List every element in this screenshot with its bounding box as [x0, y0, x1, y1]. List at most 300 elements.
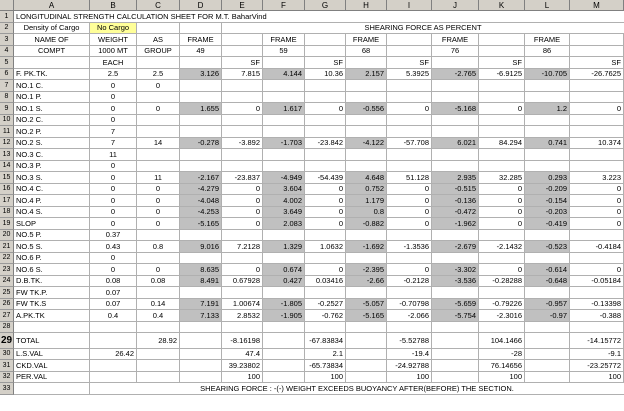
data-cell[interactable] [525, 253, 570, 265]
data-cell[interactable]: -3.302 [432, 264, 479, 276]
header-weight[interactable]: WEIGHT [90, 34, 137, 46]
data-cell[interactable] [432, 253, 479, 265]
data-cell[interactable]: -0.957 [525, 299, 570, 311]
data-cell[interactable] [387, 253, 432, 265]
data-cell[interactable] [90, 322, 137, 334]
data-cell[interactable]: 0 [387, 218, 432, 230]
cell[interactable] [305, 46, 346, 58]
data-cell[interactable]: 0.8 [137, 241, 180, 253]
data-cell[interactable]: 0 [90, 195, 137, 207]
column-header-a[interactable]: A [14, 0, 90, 11]
data-cell[interactable]: -5.659 [432, 299, 479, 311]
data-cell[interactable]: 1.655 [180, 103, 222, 115]
data-cell[interactable]: -0.154 [525, 195, 570, 207]
data-cell[interactable]: 0 [222, 207, 263, 219]
data-cell[interactable]: 1.329 [263, 241, 305, 253]
data-cell[interactable]: -0.419 [525, 218, 570, 230]
data-cell[interactable]: -0.28288 [479, 276, 525, 288]
data-cell[interactable] [432, 372, 479, 384]
data-cell[interactable] [263, 287, 305, 299]
data-cell[interactable] [222, 149, 263, 161]
column-header-g[interactable]: G [305, 0, 346, 11]
data-cell[interactable]: 1.179 [346, 195, 387, 207]
data-cell[interactable] [263, 349, 305, 361]
data-cell[interactable]: 14 [137, 138, 180, 150]
data-cell[interactable]: 3.604 [263, 184, 305, 196]
data-cell[interactable]: 4.648 [346, 172, 387, 184]
data-cell[interactable]: -1.703 [263, 138, 305, 150]
data-cell[interactable]: 7.133 [180, 310, 222, 322]
data-cell[interactable] [387, 161, 432, 173]
data-cell[interactable]: -0.882 [346, 218, 387, 230]
header-frame[interactable]: FRAME [263, 34, 305, 46]
data-cell[interactable] [387, 115, 432, 127]
row-header-27[interactable]: 27 [0, 310, 14, 322]
data-cell[interactable] [346, 115, 387, 127]
data-cell[interactable]: 11 [90, 149, 137, 161]
select-all-corner[interactable] [0, 0, 14, 11]
row-header-2[interactable]: 2 [0, 23, 14, 35]
data-cell[interactable] [346, 349, 387, 361]
data-cell[interactable] [137, 322, 180, 334]
data-cell[interactable]: -5.168 [432, 103, 479, 115]
data-cell[interactable]: 7 [90, 138, 137, 150]
data-cell[interactable]: 0 [137, 195, 180, 207]
header-sf[interactable]: SF [222, 57, 263, 69]
data-cell[interactable] [525, 80, 570, 92]
data-cell[interactable]: 0 [305, 103, 346, 115]
data-cell[interactable] [525, 322, 570, 334]
row-label[interactable]: FW TK.P. [14, 287, 90, 299]
data-cell[interactable]: 2.8532 [222, 310, 263, 322]
data-cell[interactable]: 0.07 [90, 287, 137, 299]
data-cell[interactable] [90, 333, 137, 349]
data-cell[interactable] [479, 126, 525, 138]
data-cell[interactable] [222, 161, 263, 173]
data-cell[interactable]: 0 [305, 184, 346, 196]
data-cell[interactable]: 0.427 [263, 276, 305, 288]
data-cell[interactable] [432, 161, 479, 173]
data-cell[interactable]: -4.253 [180, 207, 222, 219]
data-cell[interactable]: 1.0632 [305, 241, 346, 253]
data-cell[interactable]: 0 [90, 184, 137, 196]
data-cell[interactable] [479, 115, 525, 127]
data-cell[interactable]: -5.057 [346, 299, 387, 311]
data-cell[interactable] [222, 115, 263, 127]
column-header-l[interactable]: L [525, 0, 570, 11]
data-cell[interactable]: 0 [305, 207, 346, 219]
data-cell[interactable] [346, 333, 387, 349]
data-cell[interactable]: 0 [222, 103, 263, 115]
data-cell[interactable] [570, 230, 624, 242]
frame-number[interactable]: 86 [525, 46, 570, 58]
data-cell[interactable]: 0 [137, 264, 180, 276]
data-cell[interactable] [180, 161, 222, 173]
data-cell[interactable]: -57.708 [387, 138, 432, 150]
data-cell[interactable] [570, 253, 624, 265]
row-header-30[interactable]: 30 [0, 349, 14, 361]
data-cell[interactable]: -0.209 [525, 184, 570, 196]
data-cell[interactable] [570, 80, 624, 92]
row-header-20[interactable]: 20 [0, 230, 14, 242]
column-header-h[interactable]: H [346, 0, 387, 11]
data-cell[interactable] [346, 230, 387, 242]
data-cell[interactable]: -0.515 [432, 184, 479, 196]
data-cell[interactable] [570, 322, 624, 334]
data-cell[interactable] [525, 115, 570, 127]
data-cell[interactable]: -0.523 [525, 241, 570, 253]
cell[interactable] [180, 23, 222, 35]
data-cell[interactable] [432, 149, 479, 161]
data-cell[interactable]: 0 [305, 218, 346, 230]
row-header-12[interactable]: 12 [0, 138, 14, 150]
data-cell[interactable]: -5.165 [180, 218, 222, 230]
data-cell[interactable]: -0.2527 [305, 299, 346, 311]
row-header-14[interactable]: 14 [0, 161, 14, 173]
data-cell[interactable] [387, 230, 432, 242]
column-header-b[interactable]: B [90, 0, 137, 11]
data-cell[interactable] [263, 360, 305, 372]
cell[interactable] [222, 34, 263, 46]
cell[interactable] [387, 46, 432, 58]
data-cell[interactable]: 0 [90, 161, 137, 173]
cell[interactable] [525, 57, 570, 69]
data-cell[interactable] [432, 115, 479, 127]
data-cell[interactable] [180, 322, 222, 334]
data-cell[interactable]: 7.815 [222, 69, 263, 81]
header-sf[interactable]: SF [305, 57, 346, 69]
data-cell[interactable]: 47.4 [222, 349, 263, 361]
data-cell[interactable] [432, 287, 479, 299]
data-cell[interactable] [137, 360, 180, 372]
row-header-21[interactable]: 21 [0, 241, 14, 253]
data-cell[interactable]: 0 [479, 207, 525, 219]
data-cell[interactable]: 0 [479, 195, 525, 207]
data-cell[interactable]: 2.5 [90, 69, 137, 81]
data-cell[interactable] [305, 115, 346, 127]
data-cell[interactable] [479, 287, 525, 299]
data-cell[interactable]: 0.674 [263, 264, 305, 276]
header-frame[interactable]: FRAME [180, 34, 222, 46]
data-cell[interactable]: 39.23802 [222, 360, 263, 372]
data-cell[interactable] [387, 126, 432, 138]
data-cell[interactable]: -4.279 [180, 184, 222, 196]
data-cell[interactable]: -2.66 [346, 276, 387, 288]
data-cell[interactable]: -2.765 [432, 69, 479, 81]
row-header-5[interactable]: 5 [0, 57, 14, 69]
data-cell[interactable] [570, 149, 624, 161]
data-cell[interactable]: 0 [222, 195, 263, 207]
data-cell[interactable]: 0.14 [137, 299, 180, 311]
cell[interactable] [479, 46, 525, 58]
data-cell[interactable]: -10.705 [525, 69, 570, 81]
title-cell[interactable]: LONGITUDINAL STRENGTH CALCULATION SHEET FOR M.T. BaharVind [14, 11, 624, 23]
data-cell[interactable]: 0 [387, 103, 432, 115]
data-cell[interactable] [263, 92, 305, 104]
data-cell[interactable]: 0 [387, 195, 432, 207]
data-cell[interactable] [387, 322, 432, 334]
data-cell[interactable]: -26.7625 [570, 69, 624, 81]
data-cell[interactable]: 0.752 [346, 184, 387, 196]
data-cell[interactable]: 0.08 [137, 276, 180, 288]
cell[interactable] [432, 57, 479, 69]
row-header-25[interactable]: 25 [0, 287, 14, 299]
data-cell[interactable]: 0.43 [90, 241, 137, 253]
data-cell[interactable]: 0 [305, 264, 346, 276]
data-cell[interactable]: 100 [387, 372, 432, 384]
row-label[interactable]: TOTAL [14, 333, 90, 349]
frame-number[interactable]: 49 [180, 46, 222, 58]
cell[interactable] [570, 34, 624, 46]
data-cell[interactable]: 100 [570, 372, 624, 384]
data-cell[interactable]: 0.8 [346, 207, 387, 219]
data-cell[interactable]: 0 [305, 195, 346, 207]
data-cell[interactable] [346, 287, 387, 299]
data-cell[interactable] [222, 92, 263, 104]
footer-note[interactable]: SHEARING FORCE : -(-) WEIGHT EXCEEDS BUOYANCY AFTER(BEFORE) THE SECTION. [90, 383, 624, 395]
row-label[interactable]: NO.1 P. [14, 92, 90, 104]
data-cell[interactable]: -14.15772 [570, 333, 624, 349]
data-cell[interactable] [525, 92, 570, 104]
data-cell[interactable] [180, 372, 222, 384]
data-cell[interactable] [137, 287, 180, 299]
column-header-k[interactable]: K [479, 0, 525, 11]
data-cell[interactable] [479, 92, 525, 104]
column-header-c[interactable]: C [137, 0, 180, 11]
data-cell[interactable]: -0.13398 [570, 299, 624, 311]
cell[interactable] [570, 46, 624, 58]
data-cell[interactable] [263, 126, 305, 138]
row-label[interactable]: SLOP [14, 218, 90, 230]
row-label[interactable]: NO.6 S. [14, 264, 90, 276]
data-cell[interactable]: 8.491 [180, 276, 222, 288]
data-cell[interactable]: 2.1 [305, 349, 346, 361]
data-cell[interactable]: -0.614 [525, 264, 570, 276]
data-cell[interactable] [432, 349, 479, 361]
row-label[interactable]: NO.5 P. [14, 230, 90, 242]
data-cell[interactable] [432, 80, 479, 92]
column-header-m[interactable]: M [570, 0, 624, 11]
data-cell[interactable]: -1.905 [263, 310, 305, 322]
data-cell[interactable]: 9.016 [180, 241, 222, 253]
data-cell[interactable] [346, 322, 387, 334]
cell[interactable] [305, 34, 346, 46]
data-cell[interactable]: 7 [90, 126, 137, 138]
row-header-13[interactable]: 13 [0, 149, 14, 161]
row-header-28[interactable]: 28 [0, 322, 14, 334]
data-cell[interactable] [263, 149, 305, 161]
data-cell[interactable]: -2.679 [432, 241, 479, 253]
row-header-24[interactable]: 24 [0, 276, 14, 288]
data-cell[interactable] [222, 253, 263, 265]
row-label[interactable]: A.PK.TK [14, 310, 90, 322]
data-cell[interactable] [346, 372, 387, 384]
data-cell[interactable]: 0 [137, 207, 180, 219]
data-cell[interactable]: -23.837 [222, 172, 263, 184]
data-cell[interactable] [305, 126, 346, 138]
data-cell[interactable] [432, 230, 479, 242]
data-cell[interactable] [525, 287, 570, 299]
data-cell[interactable]: 0 [222, 218, 263, 230]
data-cell[interactable]: -0.79226 [479, 299, 525, 311]
data-cell[interactable] [263, 372, 305, 384]
row-label[interactable]: D.B.TK. [14, 276, 90, 288]
data-cell[interactable] [137, 161, 180, 173]
data-cell[interactable]: 104.1466 [479, 333, 525, 349]
data-cell[interactable] [387, 287, 432, 299]
data-cell[interactable] [305, 92, 346, 104]
row-header-29[interactable]: 29 [0, 333, 14, 349]
data-cell[interactable] [305, 149, 346, 161]
row-header-22[interactable]: 22 [0, 253, 14, 265]
data-cell[interactable]: 0 [90, 253, 137, 265]
row-label[interactable]: NO.1 S. [14, 103, 90, 115]
data-cell[interactable] [570, 161, 624, 173]
data-cell[interactable] [387, 92, 432, 104]
data-cell[interactable]: 10.36 [305, 69, 346, 81]
data-cell[interactable]: 0.293 [525, 172, 570, 184]
data-cell[interactable]: -67.83834 [305, 333, 346, 349]
data-cell[interactable]: -0.278 [180, 138, 222, 150]
data-cell[interactable]: 100 [479, 372, 525, 384]
data-cell[interactable] [180, 149, 222, 161]
header-sf[interactable]: SF [570, 57, 624, 69]
data-cell[interactable]: 0 [137, 218, 180, 230]
header-frame[interactable]: FRAME [346, 34, 387, 46]
data-cell[interactable]: 0 [137, 103, 180, 115]
data-cell[interactable]: -0.472 [432, 207, 479, 219]
header-compt[interactable]: COMPT [14, 46, 90, 58]
data-cell[interactable] [222, 322, 263, 334]
data-cell[interactable]: 1.617 [263, 103, 305, 115]
row-header-19[interactable]: 19 [0, 218, 14, 230]
data-cell[interactable]: 0 [90, 103, 137, 115]
data-cell[interactable] [479, 80, 525, 92]
data-cell[interactable] [305, 230, 346, 242]
data-cell[interactable]: 28.92 [137, 333, 180, 349]
data-cell[interactable] [180, 230, 222, 242]
row-label[interactable]: NO.3 P. [14, 161, 90, 173]
row-header-18[interactable]: 18 [0, 207, 14, 219]
data-cell[interactable]: -3.892 [222, 138, 263, 150]
data-cell[interactable]: 0 [387, 184, 432, 196]
row-header-3[interactable]: 3 [0, 34, 14, 46]
data-cell[interactable] [222, 287, 263, 299]
data-cell[interactable] [222, 230, 263, 242]
data-cell[interactable]: 100 [305, 372, 346, 384]
data-cell[interactable]: -0.648 [525, 276, 570, 288]
cell[interactable] [137, 23, 180, 35]
data-cell[interactable] [525, 230, 570, 242]
header-sf[interactable]: SF [479, 57, 525, 69]
data-cell[interactable]: -1.3536 [387, 241, 432, 253]
header-group[interactable]: GROUP [137, 46, 180, 58]
density-label[interactable]: Density of Cargo [14, 23, 90, 35]
data-cell[interactable] [432, 126, 479, 138]
data-cell[interactable]: 3.126 [180, 69, 222, 81]
row-label[interactable] [14, 322, 90, 334]
data-cell[interactable] [180, 287, 222, 299]
data-cell[interactable] [525, 333, 570, 349]
row-label[interactable]: NO.5 S. [14, 241, 90, 253]
data-cell[interactable] [432, 322, 479, 334]
data-cell[interactable] [180, 333, 222, 349]
data-cell[interactable]: 0 [90, 264, 137, 276]
data-cell[interactable] [263, 322, 305, 334]
data-cell[interactable] [180, 80, 222, 92]
data-cell[interactable] [305, 253, 346, 265]
row-label[interactable]: NO.2 P. [14, 126, 90, 138]
data-cell[interactable] [432, 360, 479, 372]
data-cell[interactable]: 0 [90, 92, 137, 104]
data-cell[interactable] [263, 80, 305, 92]
data-cell[interactable]: 0 [222, 184, 263, 196]
data-cell[interactable]: 0.741 [525, 138, 570, 150]
data-cell[interactable]: -24.92788 [387, 360, 432, 372]
data-cell[interactable]: 1.2 [525, 103, 570, 115]
data-cell[interactable]: -5.754 [432, 310, 479, 322]
data-cell[interactable] [346, 80, 387, 92]
cell[interactable] [14, 383, 90, 395]
density-value[interactable]: No Cargo [90, 23, 137, 35]
header-name-of[interactable]: NAME OF [14, 34, 90, 46]
data-cell[interactable] [222, 80, 263, 92]
data-cell[interactable]: -5.52788 [387, 333, 432, 349]
data-cell[interactable] [180, 360, 222, 372]
data-cell[interactable]: 8.635 [180, 264, 222, 276]
data-cell[interactable]: 0.07 [90, 299, 137, 311]
data-cell[interactable]: -6.9125 [479, 69, 525, 81]
data-cell[interactable]: 0 [570, 207, 624, 219]
data-cell[interactable] [180, 126, 222, 138]
row-label[interactable]: NO.3 C. [14, 149, 90, 161]
data-cell[interactable] [137, 253, 180, 265]
data-cell[interactable] [479, 149, 525, 161]
cell[interactable] [14, 57, 90, 69]
data-cell[interactable]: -23.25772 [570, 360, 624, 372]
data-cell[interactable] [525, 360, 570, 372]
row-label[interactable]: NO.2 C. [14, 115, 90, 127]
data-cell[interactable]: 0 [570, 264, 624, 276]
column-header-e[interactable]: E [222, 0, 263, 11]
data-cell[interactable]: 26.42 [90, 349, 137, 361]
data-cell[interactable]: 0.37 [90, 230, 137, 242]
data-cell[interactable] [263, 161, 305, 173]
data-cell[interactable]: 0 [570, 184, 624, 196]
row-header-32[interactable]: 32 [0, 372, 14, 384]
frame-number[interactable]: 59 [263, 46, 305, 58]
row-header-33[interactable]: 33 [0, 383, 14, 395]
data-cell[interactable]: -1.805 [263, 299, 305, 311]
data-cell[interactable]: 4.002 [263, 195, 305, 207]
row-header-4[interactable]: 4 [0, 46, 14, 58]
data-cell[interactable]: 0 [222, 264, 263, 276]
data-cell[interactable] [346, 360, 387, 372]
row-header-23[interactable]: 23 [0, 264, 14, 276]
data-cell[interactable]: -65.73834 [305, 360, 346, 372]
data-cell[interactable]: 1.00674 [222, 299, 263, 311]
data-cell[interactable]: 7.191 [180, 299, 222, 311]
data-cell[interactable]: 0 [479, 264, 525, 276]
row-header-16[interactable]: 16 [0, 184, 14, 196]
data-cell[interactable]: 0 [137, 184, 180, 196]
header-frame[interactable]: FRAME [525, 34, 570, 46]
frame-number[interactable]: 76 [432, 46, 479, 58]
row-header-10[interactable]: 10 [0, 115, 14, 127]
row-header-9[interactable]: 9 [0, 103, 14, 115]
data-cell[interactable] [432, 92, 479, 104]
header-each[interactable]: EACH [90, 57, 137, 69]
